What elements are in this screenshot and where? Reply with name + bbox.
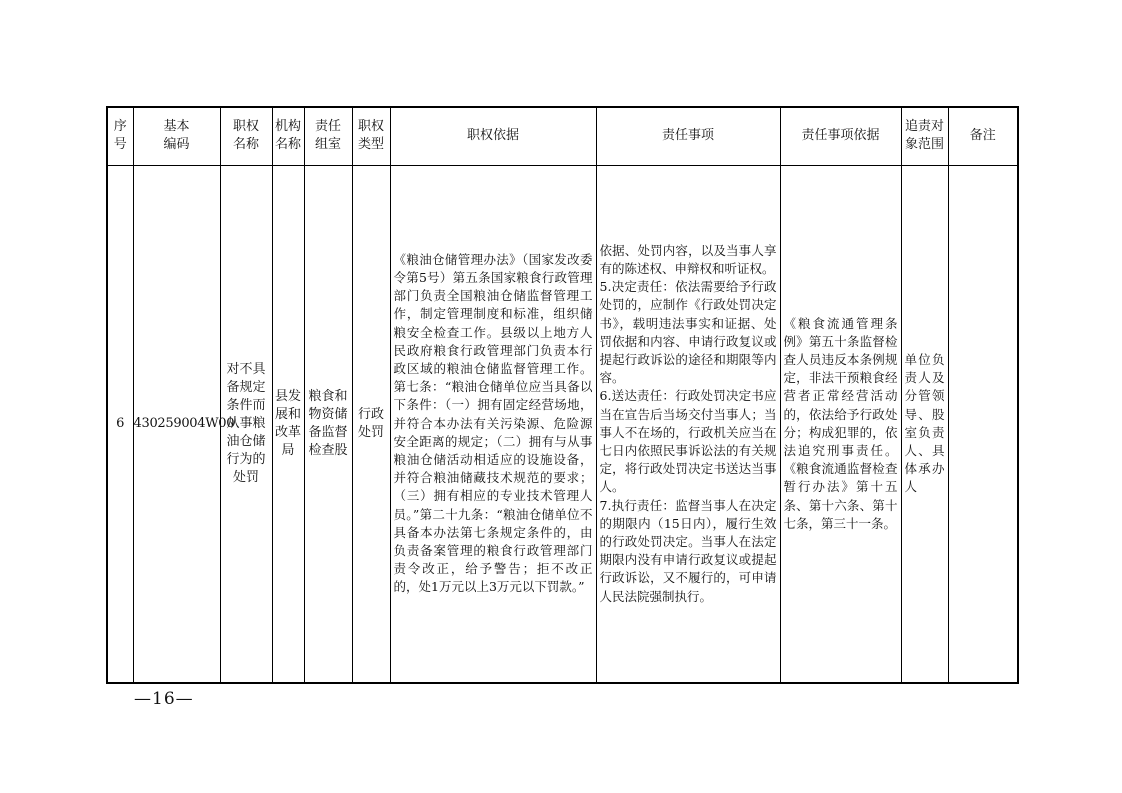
cell-code: 430259004W00 <box>133 165 220 683</box>
header-responsibility-basis: 责任事项依据 <box>780 107 901 165</box>
header-power-type: 职权类型 <box>352 107 390 165</box>
cell-responsibility-basis: 《粮食流通管理条例》第五十条监督检查人员违反本条例规定，非法干预粮食经营者正常经营活动的，依法给予行政处分；构成犯罪的，依法追究刑事责任。《粮食流通监督检查暂行办法》第十五条、第十六条、第十七条，第三十一条。 <box>780 165 901 683</box>
cell-org-name: 县发展和改革局 <box>272 165 304 683</box>
header-seq: 序号 <box>107 107 133 165</box>
responsibility-item: 依据、处罚内容，以及当事人享有的陈述权、申辩权和听证权。 <box>599 242 777 276</box>
header-code: 基本编码 <box>133 107 220 165</box>
cell-remarks <box>948 165 1018 683</box>
responsibility-item: 6.送达责任：行政处罚决定书应当在宣告后当场交付当事人；当事人不在场的，行政机关应当在七日内依照民事诉讼法的有关规定，将行政处罚决定书送达当事人。 <box>599 388 777 495</box>
header-power-basis: 职权依据 <box>390 107 596 165</box>
responsibility-table <box>106 106 1019 684</box>
cell-accountability-scope: 单位负责人及分管领导、股室负责人、具体承办人 <box>901 165 948 683</box>
header-org-name: 机构名称 <box>272 107 304 165</box>
header-responsibility: 责任事项 <box>596 107 780 165</box>
header-responsible-office: 责任组室 <box>304 107 352 165</box>
table-row <box>107 165 1018 683</box>
header-row <box>107 107 1018 165</box>
header-power-name: 职权名称 <box>220 107 272 165</box>
cell-responsibility <box>596 165 780 683</box>
responsibility-item: 7.执行责任：监督当事人在决定的期限内（15日内），履行生效的行政处罚决定。当事人在法定期限内没有申请行政复议或提起行政诉讼，又不履行的，可申请人民法院强制执行。 <box>599 497 777 604</box>
responsibility-item: 5.决定责任：依法需要给予行政处罚的，应制作《行政处罚决定书》，载明违法事实和证据、处罚依据和内容、申请行政复议或提起行政诉讼的途径和期限等内容。 <box>599 279 777 386</box>
cell-power-name: 对不具备规定条件而从事粮油仓储行为的处罚 <box>220 165 272 683</box>
page-number: —16— <box>134 689 194 709</box>
cell-responsible-office: 粮食和物资储备监督检查股 <box>304 165 352 683</box>
cell-seq: 6 <box>107 165 133 683</box>
cell-power-type: 行政处罚 <box>352 165 390 683</box>
header-remarks: 备注 <box>948 107 1018 165</box>
cell-power-basis: 《粮油仓储管理办法》（国家发改委令第5号）第五条国家粮食行政管理部门负责全国粮油仓储监督管理工作，制定管理制度和标准，组织储粮安全检查工作。县级以上地方人民政府粮食行政管理部门负责本行政区域的粮油仓储监督管理工作。第七条：“粮油仓储单位应当具备以下条件：（一）拥有固定经营场地，并符合本办法有关污染源、危险源安全距离的规定；（二）拥有与从事粮油仓储活动相适应的设施设备，并符合粮油储藏技术规范的要求；（三）拥有相应的专业技术管理人员。”第二十九条：“粮油仓储单位不具备本办法第七条规定条件的，由负责备案管理的粮食行政管理部门责令改正，给予警告；拒不改正的，处1万元以上3万元以下罚款。” <box>390 165 596 683</box>
header-accountability-scope: 追责对象范围 <box>901 107 948 165</box>
